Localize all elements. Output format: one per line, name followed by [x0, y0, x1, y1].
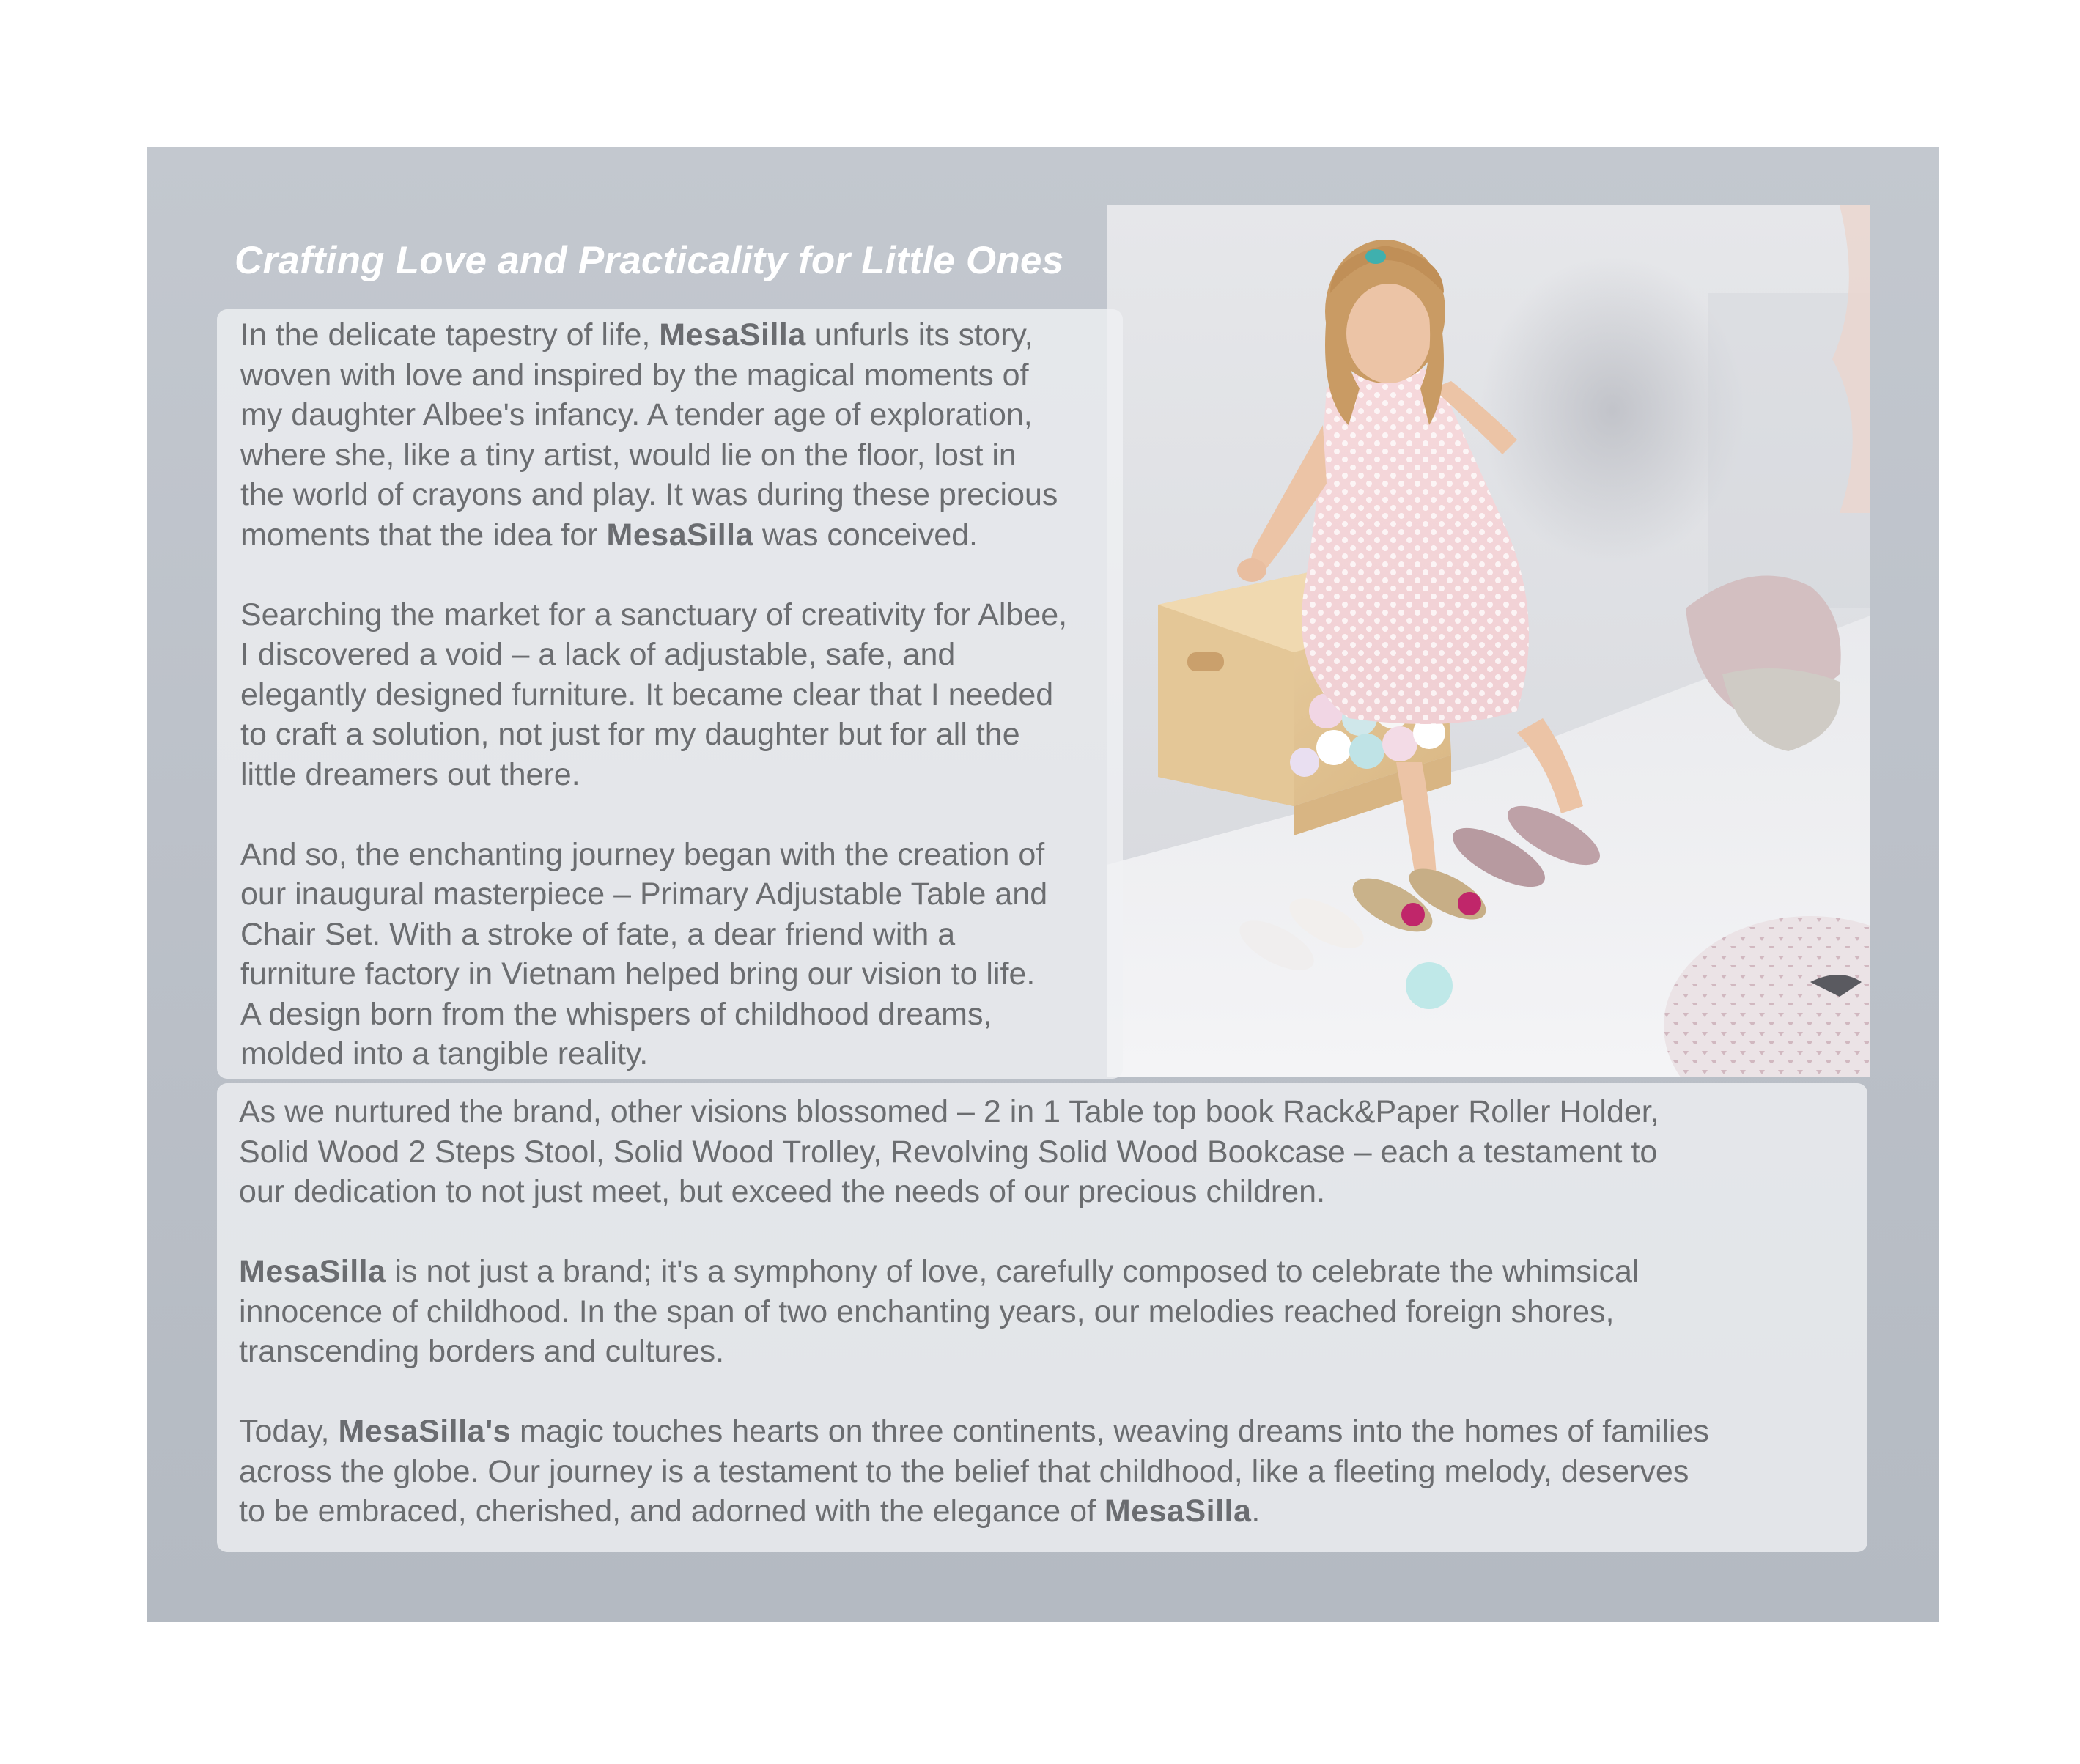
line-text: the world of crayons and play. It was during these precious	[240, 477, 1058, 512]
line-text: A design born from the whispers of childhood dreams,	[240, 996, 992, 1032]
line-text: our dedication to not just meet, but exceed the needs of our precious children.	[239, 1174, 1326, 1209]
story-line	[240, 715, 1067, 755]
line-text: In the delicate tapestry of life,	[240, 317, 660, 353]
story-line	[239, 1092, 1709, 1132]
story-line	[240, 595, 1067, 635]
line-text: my daughter Albee's infancy. A tender age of exploration,	[240, 397, 1033, 432]
line-text: As we nurtured the brand, other visions blossomed – 2 in 1 Table top book Rack&Paper Roller Holder,	[239, 1094, 1659, 1129]
line-text: woven with love and inspired by the magical moments of	[240, 357, 1029, 393]
line-text: molded into a tangible reality.	[240, 1036, 649, 1071]
line-text: Chair Set. With a stroke of fate, a dear friend with a	[240, 916, 956, 952]
story-panel	[147, 147, 1939, 1622]
story-line	[240, 675, 1067, 715]
story-bottom-text	[239, 1092, 1709, 1532]
story-line	[240, 915, 1067, 955]
story-paragraph	[240, 835, 1067, 1074]
line-text: I discovered a void – a lack of adjustable, safe, and	[240, 637, 956, 672]
story-paragraph	[240, 595, 1067, 795]
story-line	[239, 1491, 1709, 1532]
story-line	[240, 515, 1067, 556]
brand-name: MesaSilla	[1104, 1494, 1252, 1529]
brand-name: MesaSilla	[659, 317, 806, 353]
line-text: was conceived.	[753, 517, 978, 553]
story-line	[239, 1292, 1709, 1332]
line-text: is not just a brand; it's a symphony of love, carefully composed to celebrate the whimsical	[386, 1254, 1640, 1289]
story-line	[240, 1034, 1067, 1074]
line-text: And so, the enchanting journey began with the creation of	[240, 836, 1045, 872]
line-text: little dreamers out there.	[240, 756, 580, 792]
story-line	[240, 475, 1067, 515]
story-line	[240, 355, 1067, 396]
story-line	[240, 315, 1067, 355]
line-text: Searching the market for a sanctuary of creativity for Albee,	[240, 597, 1068, 632]
line-text: to craft a solution, not just for my daughter but for all the	[240, 717, 1020, 752]
line-text: furniture factory in Vietnam helped bring our vision to life.	[240, 956, 1036, 992]
line-text: moments that the idea for	[240, 517, 607, 553]
story-line	[240, 755, 1067, 795]
line-text: to be embraced, cherished, and adorned with the elegance of	[239, 1494, 1104, 1529]
girl-on-stool-illustration	[1107, 205, 1870, 1077]
brand-name: MesaSilla	[239, 1254, 386, 1289]
line-text: elegantly designed furniture. It became clear that I needed	[240, 676, 1054, 712]
line-text: unfurls its story,	[805, 317, 1033, 353]
story-paragraph	[239, 1411, 1709, 1532]
line-text: Today,	[239, 1414, 339, 1449]
page-title: Crafting Love and Practicality for Little Ones	[235, 239, 1064, 282]
story-top-text	[240, 315, 1067, 1074]
line-text: Solid Wood 2 Steps Stool, Solid Wood Trolley, Revolving Solid Wood Bookcase – each a testament to	[239, 1134, 1658, 1170]
story-paragraph	[239, 1092, 1709, 1212]
story-line	[239, 1452, 1709, 1492]
brand-name: MesaSilla	[606, 517, 754, 553]
story-line	[239, 1252, 1709, 1292]
brand-name: MesaSilla's	[338, 1414, 512, 1449]
story-line	[240, 954, 1067, 994]
story-paragraph	[240, 315, 1067, 555]
hero-photo	[1107, 205, 1870, 1077]
story-line	[240, 835, 1067, 875]
line-text: innocence of childhood. In the span of two enchanting years, our melodies reached foreign shores,	[239, 1294, 1615, 1329]
line-text: across the globe. Our journey is a testament to the belief that childhood, like a fleeting melody, deserves	[239, 1453, 1689, 1489]
story-line	[240, 435, 1067, 476]
line-text: our inaugural masterpiece – Primary Adjustable Table and	[240, 877, 1048, 912]
line-text: transcending borders and cultures.	[239, 1334, 725, 1369]
line-text: magic touches hearts on three continents, weaving dreams into the homes of families	[511, 1414, 1709, 1449]
story-line	[239, 1332, 1709, 1372]
line-text: where she, like a tiny artist, would lie on the floor, lost in	[240, 437, 1017, 473]
story-paragraph	[239, 1252, 1709, 1372]
story-line	[239, 1132, 1709, 1173]
story-line	[239, 1411, 1709, 1452]
story-line	[240, 994, 1067, 1035]
story-line	[239, 1172, 1709, 1212]
story-line	[240, 395, 1067, 435]
story-line	[240, 874, 1067, 915]
line-text: .	[1251, 1494, 1261, 1529]
story-line	[240, 635, 1067, 675]
